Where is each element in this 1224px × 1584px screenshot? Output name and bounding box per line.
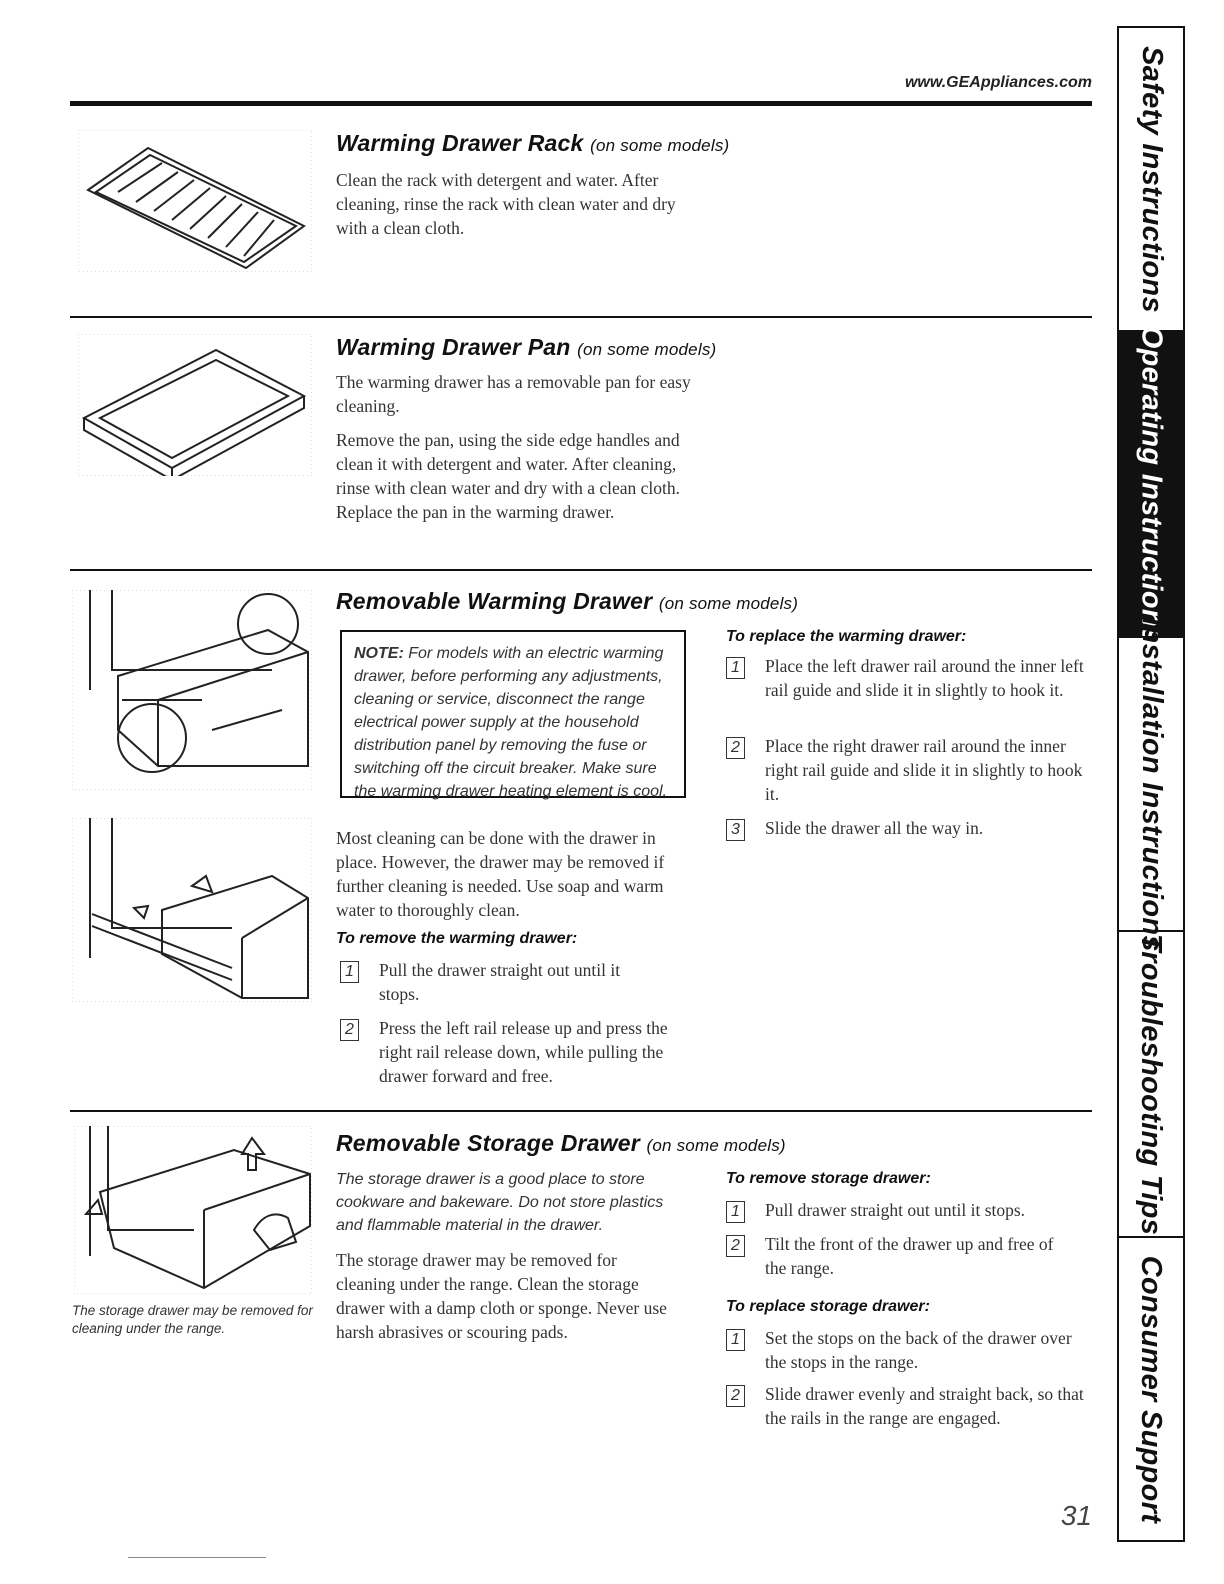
step-text: Press the left rail release up and press the right rail release down, while pulling the drawer forward and free.	[379, 1018, 668, 1086]
step-text: Slide drawer evenly and straight back, so that the rails in the range are engaged.	[765, 1384, 1084, 1428]
step-text: Tilt the front of the drawer up and free of the range.	[765, 1234, 1054, 1278]
replace-storage-step-1	[726, 1326, 1086, 1374]
storage-drawer-body	[336, 1248, 676, 1354]
tab-label: Installation Instructions	[1135, 616, 1168, 952]
pan-paragraph-1: The warming drawer has a removable pan for easy cleaning.	[336, 372, 691, 416]
warming-drawer-removal-illustration	[72, 818, 312, 1002]
section-divider	[70, 569, 1092, 571]
storage-drawer-qualifier: (on some models)	[646, 1136, 786, 1155]
rack-paragraph: Clean the rack with detergent and water. After cleaning, rinse the rack with clean water and dry with a clean cloth.	[336, 170, 676, 238]
step-number: 2	[726, 1385, 745, 1407]
step-text: Slide the drawer all the way in.	[765, 818, 984, 838]
step-text: Pull drawer straight out until it stops.	[765, 1200, 1026, 1220]
section-divider	[70, 1110, 1092, 1112]
remove-storage-step-1	[726, 1198, 1086, 1223]
remove-warming-drawer-heading: To remove the warming drawer:	[336, 930, 578, 947]
rack-qualifier: (on some models)	[590, 136, 730, 155]
replace-storage-step-2	[726, 1382, 1086, 1430]
footer-link-line	[128, 1557, 266, 1558]
rack-title: Warming Drawer Rack	[336, 130, 584, 156]
pan-body	[336, 370, 698, 534]
warming-pan-illustration	[78, 334, 312, 476]
tab-safety-instructions[interactable]	[1119, 28, 1183, 330]
remove-storage-step-2	[726, 1232, 1086, 1280]
section-tabs	[1117, 26, 1185, 1542]
remove-warming-step-1	[340, 958, 680, 1006]
tab-label: Operating Instructions	[1135, 325, 1168, 643]
step-text: Set the stops on the back of the drawer over the stops in the range.	[765, 1328, 1072, 1372]
step-number: 3	[726, 819, 745, 841]
warming-drawer-qualifier: (on some models)	[658, 594, 799, 613]
pan-qualifier: (on some models)	[577, 340, 717, 359]
section-divider	[70, 316, 1092, 318]
tab-label: Consumer Support	[1135, 1255, 1168, 1523]
warming-drawer-rail-illustration	[72, 590, 312, 790]
step-text: Pull the drawer straight out until it stops.	[379, 960, 621, 1004]
replace-storage-drawer-heading: To replace storage drawer:	[726, 1298, 930, 1315]
pan-heading	[336, 334, 716, 361]
tab-label: Safety Instructions	[1135, 45, 1168, 313]
replace-warming-step-3	[726, 816, 1086, 841]
warming-rack-illustration	[78, 130, 312, 272]
storage-drawer-illustration	[74, 1126, 312, 1294]
pan-title: Warming Drawer Pan	[336, 334, 571, 360]
step-number: 1	[726, 1201, 745, 1223]
remove-warming-step-2	[340, 1016, 690, 1088]
replace-warming-step-1	[726, 654, 1086, 702]
tab-consumer-support[interactable]	[1119, 1236, 1183, 1540]
storage-drawer-caption: The storage drawer may be removed for cleaning under the range.	[72, 1303, 313, 1336]
note-label: NOTE:	[354, 645, 404, 662]
step-number: 2	[726, 737, 745, 759]
storage-drawer-intro: The storage drawer is a good place to store cookware and bakeware. Do not store plastics and flammable material in the drawer.	[336, 1171, 664, 1234]
remove-storage-drawer-heading: To remove storage drawer:	[726, 1170, 931, 1187]
tab-installation-instructions[interactable]	[1119, 616, 1183, 952]
replace-warming-step-2	[726, 734, 1086, 806]
step-number: 2	[726, 1235, 745, 1257]
header-rule	[70, 101, 1092, 106]
pan-paragraph-2: Remove the pan, using the side edge handles and clean it with detergent and water. After cleaning, rinse with clean water and dry with a clean cloth. Replace the pan in the warming drawer.	[336, 430, 681, 522]
tab-troubleshooting-tips[interactable]	[1119, 930, 1183, 1236]
storage-drawer-heading	[336, 1130, 786, 1157]
storage-drawer-title: Removable Storage Drawer	[336, 1130, 640, 1156]
step-text: Place the right drawer rail around the inner right rail guide and slide it in slightly to hook it.	[765, 736, 1083, 804]
replace-warming-drawer-heading: To replace the warming drawer:	[726, 628, 967, 645]
warming-drawer-title: Removable Warming Drawer	[336, 588, 653, 614]
warming-drawer-paragraph: Most cleaning can be done with the drawer in place. However, the drawer may be removed if further cleaning is needed. Use soap and warm water to thoroughly clean.	[336, 828, 665, 920]
website-url: www.GEAppliances.com	[904, 74, 1092, 91]
safety-note	[354, 642, 672, 803]
step-number: 1	[340, 961, 359, 983]
page-number: 31	[1060, 1500, 1092, 1531]
warming-drawer-heading	[336, 588, 798, 615]
rack-body	[336, 168, 681, 250]
warming-drawer-body	[336, 826, 696, 932]
step-number: 1	[726, 657, 745, 679]
step-text: Place the left drawer rail around the inner left rail guide and slide it in slightly to hook it.	[765, 656, 1084, 700]
safety-note-box	[340, 630, 686, 798]
step-number: 2	[340, 1019, 359, 1041]
step-number: 1	[726, 1329, 745, 1351]
storage-drawer-paragraph: The storage drawer may be removed for cleaning under the range. Clean the storage drawer with a damp cloth or sponge. Never use harsh abrasives or scouring pads.	[336, 1250, 667, 1342]
tab-label: Troubleshooting Tips	[1135, 933, 1168, 1235]
tab-operating-instructions[interactable]	[1119, 325, 1183, 643]
note-text: For models with an electric warming drawer, before performing any adjustments, cleaning or service, disconnect the range electrical power supply at the household distribution panel by removing the fuse or switching off the circuit breaker. Make sure the warming drawer heating element is cool.	[354, 645, 668, 800]
rack-heading	[336, 130, 729, 157]
